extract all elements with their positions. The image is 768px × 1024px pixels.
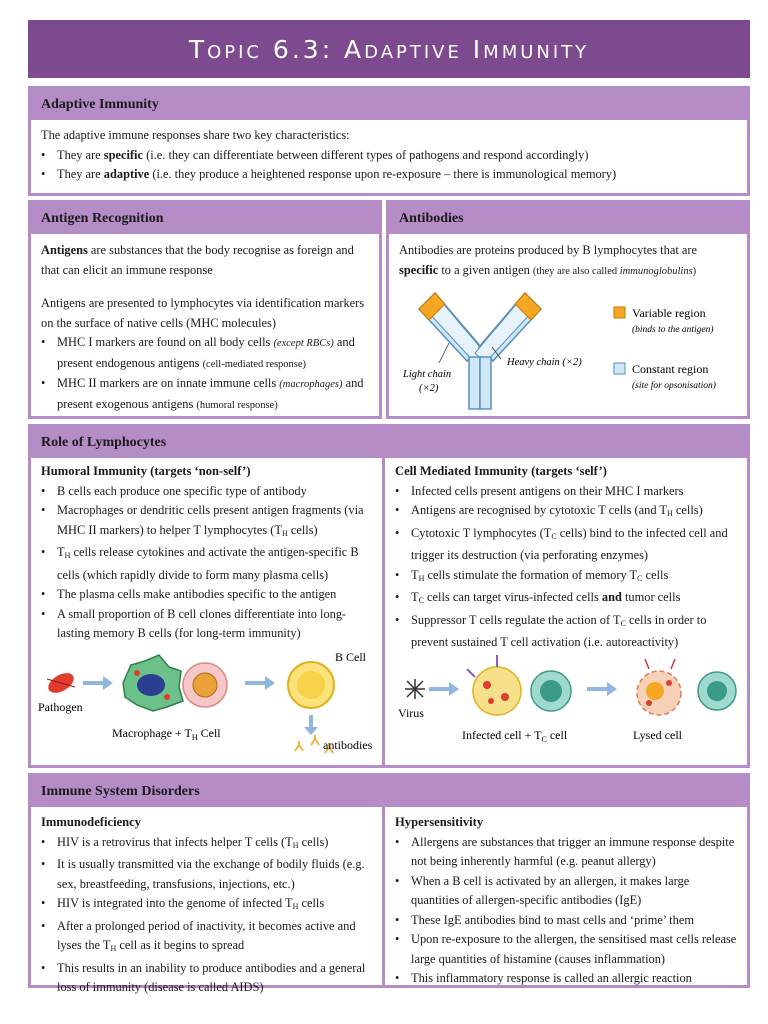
adaptive-intro: The adaptive immune responses share two key characteristics: bbox=[41, 128, 350, 142]
antigen-definition: Antigens are substances that the body recognise as foreign and that can elicit an immune response bbox=[41, 243, 354, 277]
immuno-bullet-2: • It is usually transmitted via the exchange of bodily fluids (e.g. sex, breastfeeding, transfusions, injections, etc.) bbox=[41, 855, 373, 894]
heavy-chain-label: Heavy chain (×2) bbox=[507, 357, 582, 368]
cell-bullet-6: • Suppressor T cells regulate the action of $T_C$ cells in order to prevent sustained T cell activation (i.e. autoreactivity) bbox=[395, 611, 737, 653]
cell-bullet-3: • Cytotoxic T lymphocytes ($T_C$ cells) bind to the infected cell and trigger its destruction (via perforating enzymes) bbox=[395, 524, 737, 566]
constant-region-note: (site for opsonisation) bbox=[632, 381, 716, 391]
humoral-bullet-3: • $T_H$ cells release cytokines and activate the antigen-specific B cells (which rapidly divide to form many plasma cells) bbox=[41, 543, 373, 585]
virus-icon bbox=[405, 679, 425, 699]
infected-tc-label: Infected cell + $T_C$ cell bbox=[462, 728, 568, 744]
hyper-bullet-5: • This inflammatory response is called an allergic reaction bbox=[395, 969, 737, 989]
page-title: Topic 6.3: Adaptive Immunity bbox=[28, 20, 750, 78]
cell-mediated-title: Cell Mediated Immunity (targets ‘self’) bbox=[395, 464, 607, 478]
macrophage-th-label: Macrophage + $T_H$ Cell bbox=[112, 726, 221, 742]
b-cell-label: B Cell bbox=[335, 650, 367, 664]
pathogen-icon bbox=[45, 669, 77, 697]
humoral-illustration bbox=[33, 641, 379, 761]
variable-region-note: (binds to the antigen) bbox=[632, 325, 714, 335]
adaptive-immunity-panel bbox=[28, 86, 750, 196]
arrow-icon bbox=[587, 682, 617, 696]
virus-label: Virus bbox=[398, 706, 424, 720]
cytotoxic-t-cell-icon bbox=[531, 671, 571, 711]
lymphocytes-heading: Role of Lymphocytes bbox=[31, 427, 747, 458]
antibodies-heading: Antibodies bbox=[389, 203, 747, 234]
adaptive-bullet-specific: • They are specific (i.e. they can differentiate between different types of pathogens and respond accordingly) bbox=[41, 146, 737, 166]
adaptive-bullet-adaptive: • They are adaptive (i.e. they produce a heightened response upon re-exposure – there is immunological memory) bbox=[41, 165, 737, 185]
light-chain-pointer bbox=[439, 343, 449, 363]
cell-bullet-5: • $T_C$ cells can target virus-infected cells and tumor cells bbox=[395, 588, 737, 611]
immuno-bullet-4: • After a prolonged period of inactivity, it becomes active and lyses the $T_H$ cell as it begins to spread bbox=[41, 917, 373, 959]
variable-region-swatch bbox=[614, 307, 625, 318]
humoral-bullet-1: • B cells each produce one specific type of antibody bbox=[41, 482, 373, 502]
helper-t-cell-icon bbox=[183, 663, 227, 707]
disorders-panel bbox=[28, 773, 750, 994]
hypersensitivity-title: Hypersensitivity bbox=[395, 815, 484, 829]
humoral-bullet-5: • A small proportion of B cell clones differentiate into long-lasting memory B cells (for long-term immunity) bbox=[41, 605, 373, 644]
constant-region-swatch bbox=[614, 363, 625, 374]
arrow-icon bbox=[83, 676, 113, 690]
antigen-presentation: Antigens are presented to lymphocytes via identification markers on the surface of native cells (MHC molecules) bbox=[41, 296, 365, 330]
cell-mediated-illustration bbox=[387, 641, 745, 761]
hyper-bullet-4: • Upon re-exposure to the allergen, the sensitised mast cells release large quantities of histamine (causes inflammation) bbox=[395, 930, 737, 969]
cell-bullet-2: • Antigens are recognised by cytotoxic T cells (and $T_H$ cells) bbox=[395, 501, 737, 524]
immuno-bullet-1: • HIV is a retrovirus that infects helper T cells ($T_H$ cells) bbox=[41, 833, 373, 856]
humoral-bullet-4: • The plasma cells make antibodies specific to the antigen bbox=[41, 585, 373, 605]
hyper-bullet-2: • When a B cell is activated by an allergen, it makes large quantities of allergen-specific antibodies (IgE) bbox=[395, 872, 737, 911]
immuno-bullet-3: • HIV is integrated into the genome of infected $T_H$ cells bbox=[41, 894, 373, 917]
arrow-icon bbox=[245, 676, 275, 690]
constant-region-label: Constant region bbox=[632, 362, 709, 376]
immuno-bullet-5: • This results in an inability to produce antibodies and a general loss of immunity (disease is called AIDS) bbox=[41, 959, 373, 998]
macrophage-icon bbox=[123, 655, 183, 711]
antigen-bullet-mhc2: • MHC II markers are on innate immune cells (macrophages) and present exogenous antigens (humoral response) bbox=[41, 374, 369, 415]
cell-bullet-1: • Infected cells present antigens on their MHC I markers bbox=[395, 482, 737, 502]
variable-region-label: Variable region bbox=[632, 306, 706, 320]
antibodies-panel bbox=[386, 200, 750, 419]
antibodies-definition: Antibodies are proteins produced by B lymphocytes that are specific to a given antigen (they are also called immunoglobulins) bbox=[399, 243, 697, 277]
light-chain-label: Light chain bbox=[403, 369, 452, 380]
light-chain-count: (×2) bbox=[419, 383, 439, 394]
b-cell-icon bbox=[288, 662, 334, 708]
lysed-cell-icon bbox=[637, 659, 681, 715]
immunodeficiency-title: Immunodeficiency bbox=[41, 815, 142, 829]
disorders-heading: Immune System Disorders bbox=[31, 776, 747, 807]
antibodies-label: antibodies bbox=[323, 738, 373, 752]
cytotoxic-t-cell-icon bbox=[698, 672, 736, 710]
arrow-icon bbox=[429, 682, 459, 696]
lysed-cell-label: Lysed cell bbox=[633, 728, 682, 742]
pathogen-label: Pathogen bbox=[38, 700, 83, 714]
arrow-down-icon bbox=[304, 715, 318, 735]
antigen-bullet-mhc1: • MHC I markers are found on all body cells (except RBCs) and present endogenous antigens (cell-mediated response) bbox=[41, 333, 369, 374]
antibody-diagram bbox=[389, 277, 747, 417]
hyper-bullet-1: • Allergens are substances that trigger an immune response despite not being inherently harmful (e.g. peanut allergy) bbox=[395, 833, 737, 872]
hyper-bullet-3: • These IgE antibodies bind to mast cells and ‘prime’ them bbox=[395, 911, 737, 931]
adaptive-immunity-heading: Adaptive Immunity bbox=[31, 89, 747, 120]
lymphocytes-panel bbox=[28, 424, 750, 768]
humoral-bullet-2: • Macrophages or dendritic cells present antigen fragments (via MHC II markers) to helper T lymphocytes ($T_H$ cells) bbox=[41, 501, 373, 543]
antigen-recognition-panel bbox=[28, 200, 382, 419]
cell-bullet-4: • $T_H$ cells stimulate the formation of memory $T_C$ cells bbox=[395, 566, 737, 589]
antigen-recognition-heading: Antigen Recognition bbox=[31, 203, 379, 234]
infected-cell-icon bbox=[467, 655, 521, 715]
humoral-title: Humoral Immunity (targets ‘non-self’) bbox=[41, 464, 251, 478]
